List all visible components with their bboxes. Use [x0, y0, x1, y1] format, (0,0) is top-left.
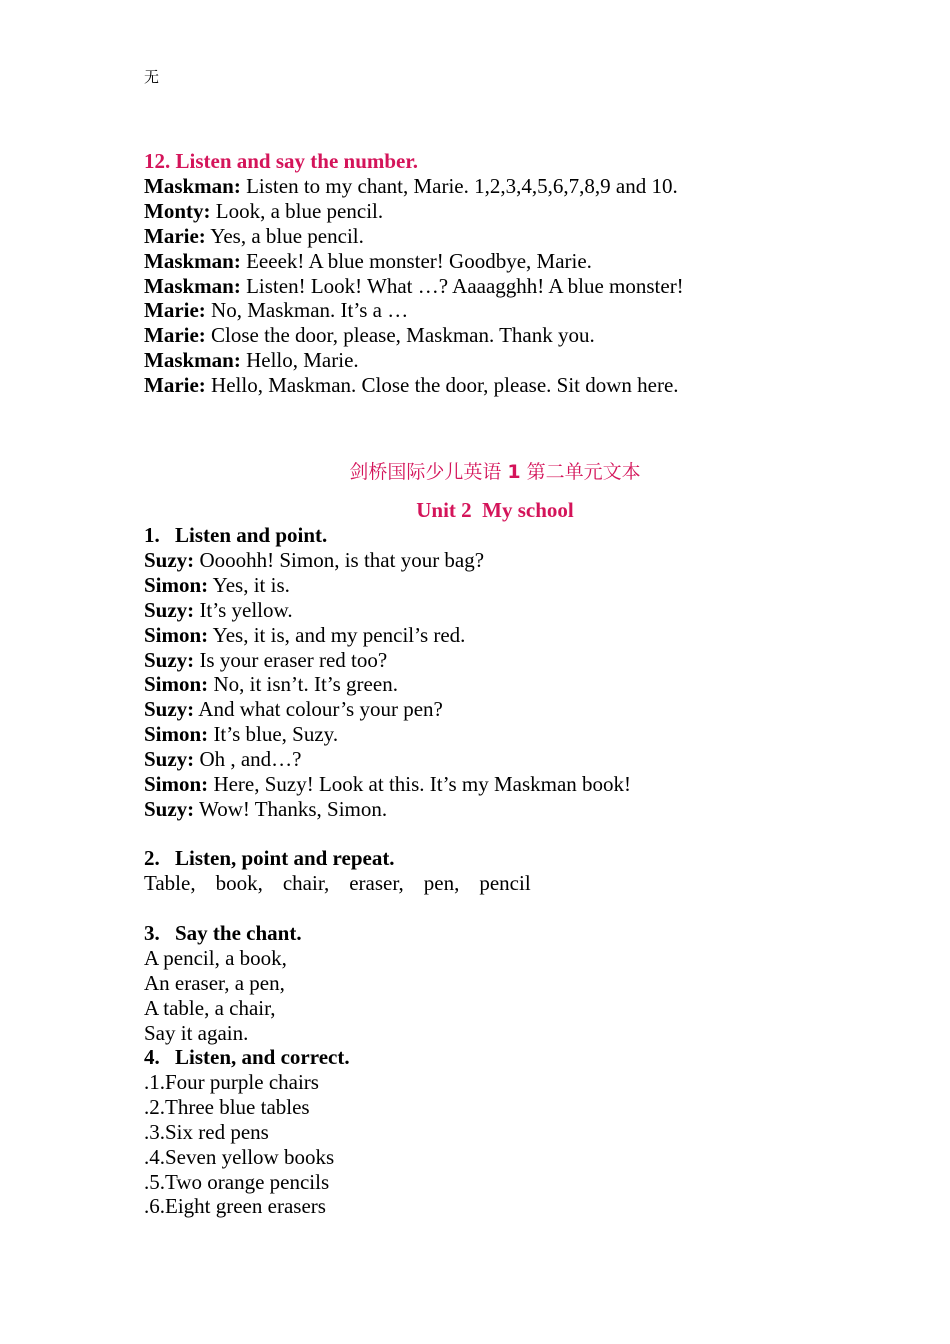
speaker-name: Maskman:: [144, 348, 241, 373]
speaker-name: Maskman:: [144, 248, 241, 273]
list-item: .5.Two orange pencils: [144, 1169, 330, 1194]
dialogue-line: [144, 373, 950, 398]
speaker-name: Suzy:: [144, 547, 195, 572]
section-12: [144, 149, 950, 398]
vocab-word: chair,: [282, 870, 330, 895]
speaker-name: Simon:: [144, 672, 209, 697]
exercise-1: [144, 523, 950, 822]
dialogue-text: Oh , and…?: [194, 747, 302, 772]
vocab-word: Table,: [144, 870, 196, 895]
list-item: .3.Six red pens: [144, 1119, 269, 1144]
speaker-name: Suzy:: [144, 597, 195, 622]
exercise-2-words: [144, 871, 950, 896]
dialogue-line: [144, 548, 950, 573]
dialogue-line: [144, 648, 950, 673]
dialogue-line: [144, 697, 950, 722]
speaker-name: Marie:: [144, 298, 206, 323]
dialogue-text: Wow! Thanks, Simon.: [194, 796, 388, 821]
speaker-name: Simon:: [144, 772, 209, 797]
exercise-1-dialogue: [144, 548, 950, 822]
speaker-name: Suzy:: [144, 697, 195, 722]
exercise-3-chant: [144, 946, 950, 1046]
dialogue-text: No, Maskman. It’s a …: [205, 298, 409, 323]
dialogue-line: [144, 573, 950, 598]
dialogue-text: It’s blue, Suzy.: [208, 722, 339, 747]
dialogue-line: [144, 249, 950, 274]
speaker-name: Suzy:: [144, 796, 195, 821]
exercise-2: [144, 846, 950, 896]
speaker-name: Marie:: [144, 223, 206, 248]
dialogue-line: [144, 348, 950, 373]
speaker-name: Maskman:: [144, 273, 241, 298]
list-item: .1.Four purple chairs: [144, 1069, 319, 1094]
cn-title: 剑桥国际少儿英语 1 第二单元文本: [349, 461, 641, 483]
speaker-name: Simon:: [144, 622, 209, 647]
dialogue-text: Close the door, please, Maskman. Thank you.: [205, 323, 595, 348]
chant-line: An eraser, a pen,: [144, 970, 285, 995]
speaker-name: Monty:: [144, 198, 211, 223]
dialogue-line: [144, 623, 950, 648]
dialogue-text: Yes, a blue pencil.: [205, 223, 364, 248]
speaker-name: Marie:: [144, 323, 206, 348]
dialogue-line: [144, 747, 950, 772]
dialogue-text: Hello, Marie.: [240, 348, 359, 373]
dialogue-line: [144, 174, 950, 199]
dialogue-text: No, it isn’t. It’s green.: [208, 672, 398, 697]
dialogue-text: Look, a blue pencil.: [210, 198, 384, 223]
vocab-word: pencil: [479, 870, 531, 895]
dialogue-text: Eeeek! A blue monster! Goodbye, Marie.: [240, 248, 592, 273]
list-item: .6.Eight green erasers: [144, 1194, 326, 1219]
vocab-word: eraser,: [349, 870, 404, 895]
dialogue-text: And what colour’s your pen?: [194, 697, 443, 722]
dialogue-text: Hello, Maskman. Close the door, please. Sit down here.: [205, 373, 679, 398]
vocab-word: book,: [215, 870, 263, 895]
dialogue-text: Yes, it is, and my pencil’s red.: [208, 622, 466, 647]
dialogue-line: [144, 672, 950, 697]
speaker-name: Simon:: [144, 722, 209, 747]
dialogue-line: [144, 722, 950, 747]
chant-line: A pencil, a book,: [144, 945, 287, 970]
dialogue-text: It’s yellow.: [194, 597, 293, 622]
exercise-3: [144, 921, 950, 1046]
dialogue-line: [144, 772, 950, 797]
dialogue-text: Oooohh! Simon, is that your bag?: [194, 547, 485, 572]
list-item: .4.Seven yellow books: [144, 1144, 335, 1169]
chant-line: A table, a chair,: [144, 995, 276, 1020]
exercise-4-list: [144, 1070, 950, 1219]
section-12-dialogue: [144, 174, 950, 398]
speaker-name: Suzy:: [144, 747, 195, 772]
speaker-name: Marie:: [144, 373, 206, 398]
exercise-3-heading: 3. Say the chant.: [144, 921, 302, 945]
dialogue-text: Yes, it is.: [208, 572, 290, 597]
dialogue-text: Listen! Look! What …? Aaaagghh! A blue monster!: [240, 273, 684, 298]
speaker-name: Simon:: [144, 572, 209, 597]
dialogue-line: [144, 199, 950, 224]
header-mark: 无: [144, 68, 160, 86]
vocab-word: pen,: [423, 870, 460, 895]
exercise-2-heading: 2. Listen, point and repeat.: [144, 846, 395, 870]
chant-line: Say it again.: [144, 1020, 249, 1045]
dialogue-line: [144, 224, 950, 249]
section-12-title: 12. Listen and say the number.: [144, 149, 419, 173]
unit-title: Unit 2 My school: [416, 498, 574, 522]
exercise-4: [144, 1045, 950, 1219]
dialogue-line: [144, 598, 950, 623]
speaker-name: Maskman:: [144, 173, 241, 198]
dialogue-text: Here, Suzy! Look at this. It’s my Maskman book!: [208, 772, 632, 797]
exercise-4-heading: 4. Listen, and correct.: [144, 1045, 350, 1069]
dialogue-line: [144, 298, 950, 323]
dialogue-line: [144, 274, 950, 299]
dialogue-line: [144, 323, 950, 348]
dialogue-line: [144, 797, 950, 822]
dialogue-text: Is your eraser red too?: [194, 647, 388, 672]
dialogue-text: Listen to my chant, Marie. 1,2,3,4,5,6,7,8,9 and 10.: [240, 173, 678, 198]
speaker-name: Suzy:: [144, 647, 195, 672]
exercise-1-heading: 1. Listen and point.: [144, 523, 328, 547]
list-item: .2.Three blue tables: [144, 1094, 310, 1119]
